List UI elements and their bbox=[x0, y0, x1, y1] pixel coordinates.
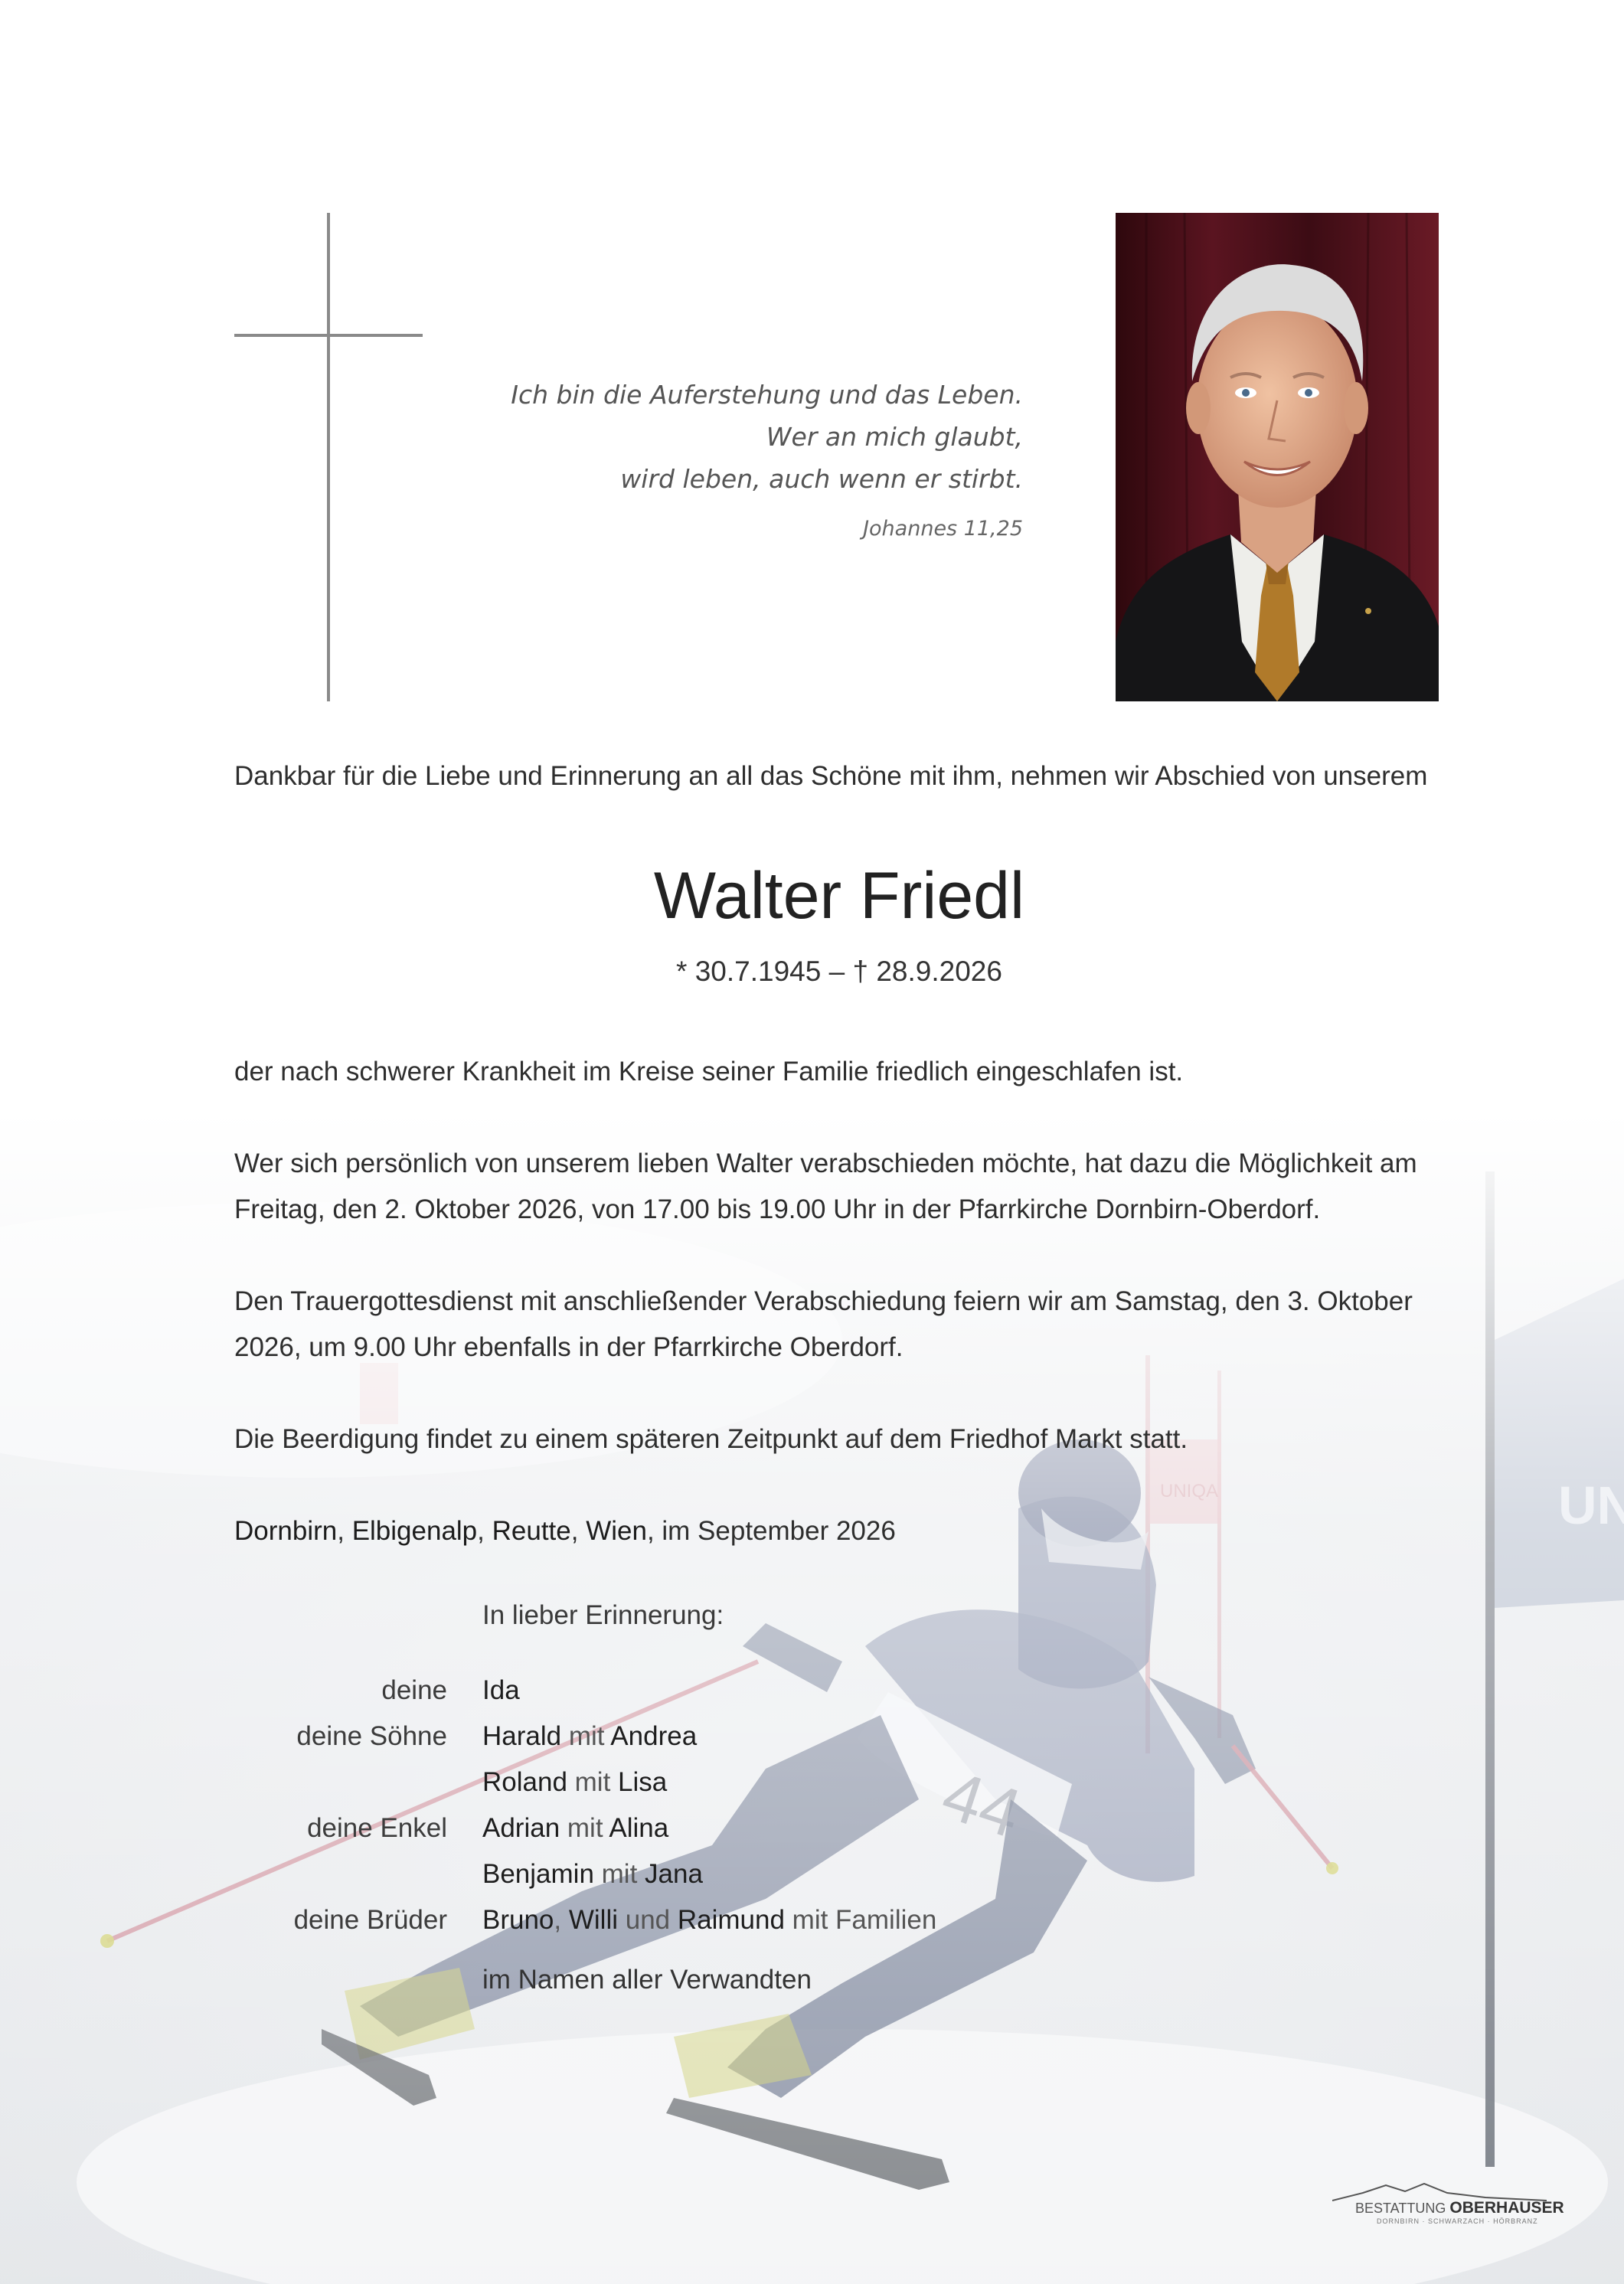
family-row bbox=[234, 1805, 1153, 1851]
family-row bbox=[234, 1760, 1153, 1805]
family-row bbox=[234, 1668, 1153, 1714]
family-names: Bruno, Willi und Raimund mit Familien bbox=[482, 1905, 937, 1935]
logo-text: BESTATTUNG OBERHAUSER bbox=[1355, 2199, 1564, 2217]
family-names: Harald mit Andrea bbox=[482, 1721, 698, 1751]
quote-source: Johannes 11,25 bbox=[863, 517, 1023, 541]
portrait-photo bbox=[1116, 213, 1439, 701]
memory-label: In lieber Erinnerung: bbox=[482, 1600, 724, 1630]
family-row bbox=[234, 1851, 1153, 1897]
family-names: Benjamin mit Jana bbox=[482, 1859, 703, 1889]
paragraph-passing: der nach schwerer Krankheit im Kreise seiner Familie friedlich eingeschlafen ist. bbox=[234, 1057, 1184, 1086]
quote-line: Ich bin die Auferstehung und das Leben. bbox=[511, 380, 1023, 410]
family-names: Ida bbox=[482, 1675, 520, 1705]
date-text: , im September 2026 bbox=[646, 1516, 896, 1546]
family-relation: deine Söhne bbox=[296, 1721, 447, 1751]
place: Dornbirn bbox=[234, 1516, 338, 1546]
deceased-name: Walter Friedl bbox=[653, 859, 1025, 933]
family-relation: deine bbox=[381, 1675, 447, 1705]
quote-line: Wer an mich glaubt, bbox=[766, 422, 1023, 452]
cross-icon-vertical bbox=[327, 213, 330, 701]
family-row bbox=[234, 1714, 1153, 1760]
family-names: Roland mit Lisa bbox=[482, 1767, 668, 1797]
place: Reutte bbox=[492, 1516, 571, 1546]
quote-line: wird leben, auch wenn er stirbt. bbox=[620, 464, 1023, 494]
bible-quote bbox=[475, 374, 1023, 541]
paragraph-burial: Die Beerdigung findet zu einem späteren Zeitpunkt auf dem Friedhof Markt statt. bbox=[234, 1424, 1188, 1454]
family-relation: deine Brüder bbox=[293, 1905, 447, 1935]
family-names: Adrian mit Alina bbox=[482, 1813, 669, 1843]
funeral-home-logo bbox=[1332, 2182, 1564, 2228]
cross-icon-horizontal bbox=[234, 334, 423, 337]
closing-text: im Namen aller Verwandten bbox=[482, 1965, 812, 1995]
life-dates: * 30.7.1945 – † 28.9.2026 bbox=[676, 956, 1002, 987]
logo-subtext: DORNBIRN · SCHWARZACH · HÖRBRANZ bbox=[1377, 2217, 1538, 2225]
family-row bbox=[234, 1897, 1153, 1943]
paragraph-funeral-service: Den Trauergottesdienst mit anschließender Verabschiedung feiern wir am Samstag, den 3. Oktober 2026, um 9.00 Uhr ebenfalls in der Pfarrkirche Oberdorf. bbox=[234, 1286, 1413, 1362]
intro-text: Dankbar für die Liebe und Erinnerung an all das Schöne mit ihm, nehmen wir Abschied von unserem bbox=[234, 761, 1428, 791]
place: Elbigenalp bbox=[351, 1516, 478, 1546]
family-relation: deine Enkel bbox=[307, 1813, 447, 1843]
paragraph-viewing: Wer sich persönlich von unserem lieben Walter verabschieden möchte, hat dazu die Möglichkeit am Freitag, den 2. Oktober 2026, von 17.00 bis 19.00 Uhr in der Pfarrkirche Dornbirn-Oberdorf. bbox=[234, 1149, 1417, 1224]
places-and-date: Dornbirn, Elbigenalp, Reutte, Wien, im September 2026 bbox=[234, 1516, 896, 1546]
family-list bbox=[234, 1668, 1153, 1943]
place: Wien bbox=[586, 1516, 647, 1546]
